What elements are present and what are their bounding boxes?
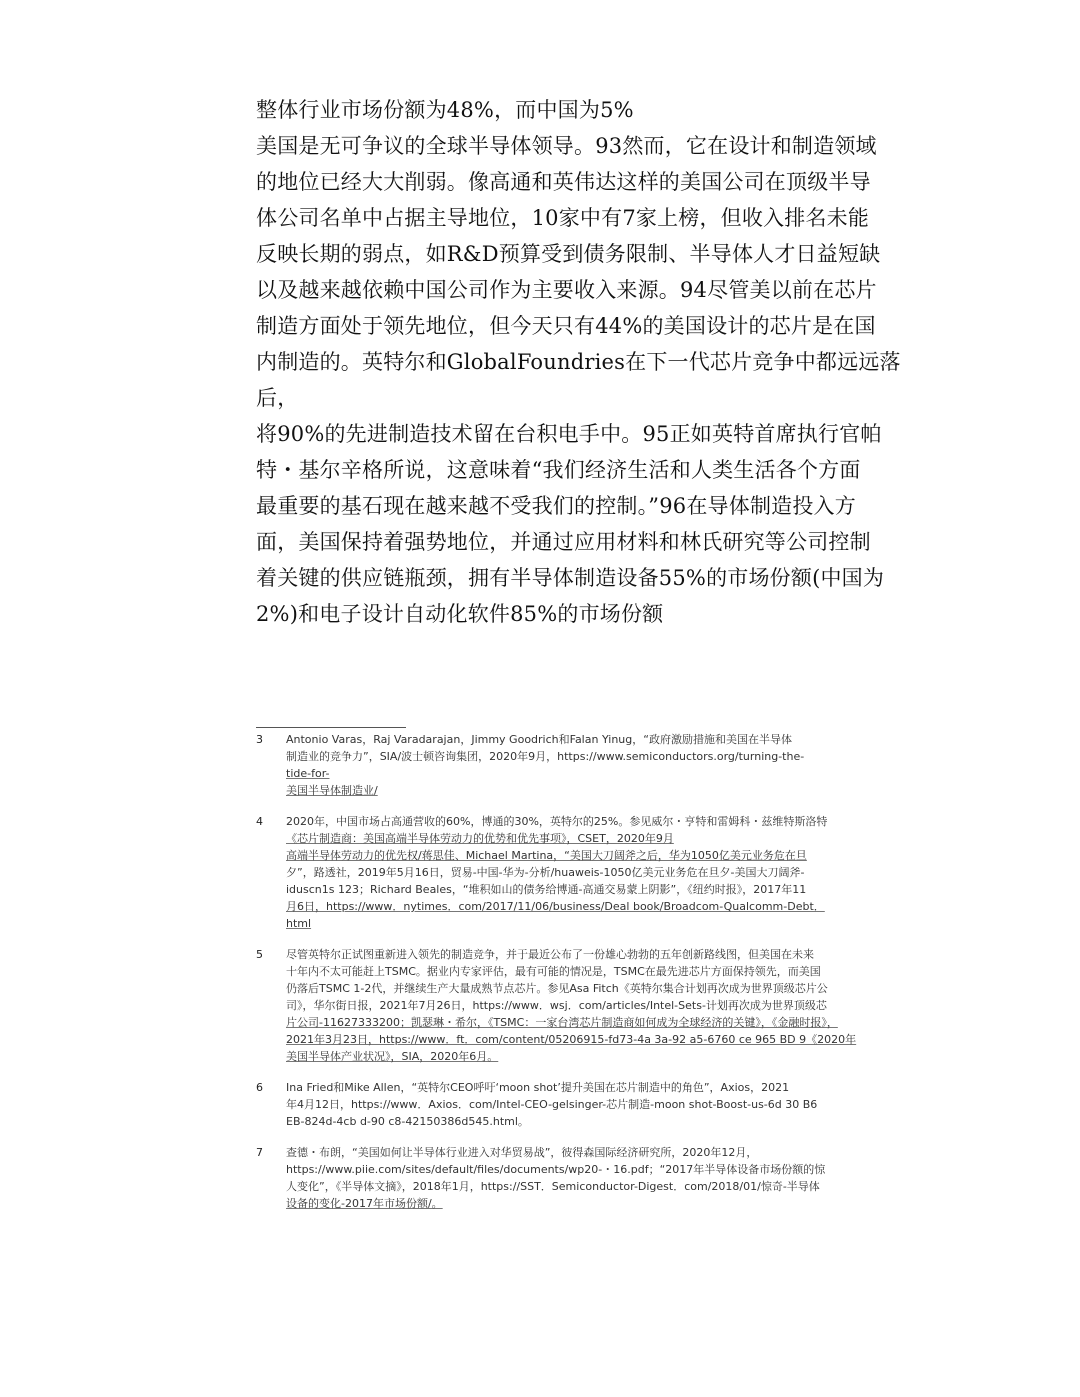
- body-line: 制造方面处于领先地位，但今天只有44%的美国设计的芯片是在国: [256, 314, 876, 338]
- footnote-line: 尽管英特尔正试图重新进入领先的制造竞争，并于最近公布了一份雄心勃勃的五年创新路线图，但美国在未来: [286, 948, 814, 961]
- footnote-line: Antonio Varas，Raj Varadarajan，Jimmy Goodrich和Falan Yinug，“政府激励措施和美国在半导体: [286, 733, 792, 746]
- footnote-number: 7: [256, 1146, 263, 1159]
- footnote-line: 人变化”，《半导体文摘》，2018年1月，https://SST．Semiconductor-Digest．com/2018/01/惊奇-半导体: [286, 1180, 820, 1193]
- footnotes: [256, 731, 896, 1226]
- footnote-link[interactable]: 2021年3月23日，https://www．ft．com/content/05206915-fd73-4a 3a-92 a5-6760 ce 965 BD 9《2020年: [286, 1033, 857, 1046]
- footnote-divider: [256, 727, 406, 728]
- footnote-line: 仍落后TSMC 1-2代，并继续生产大量成熟节点芯片。参见Asa Fitch《英特尔集合计划再次成为世界顶级芯片公: [286, 982, 828, 995]
- footnote-link[interactable]: 美国半导体制造业/: [286, 784, 378, 797]
- footnote-link[interactable]: 月6日，https://www．nytimes．com/2017/11/06/business/Deal book/Broadcom-Qualcomm-Debt．: [286, 900, 825, 913]
- body-line: 体公司名单中占据主导地位，10家中有7家上榜，但收入排名未能: [256, 206, 870, 230]
- footnote-line: https://www.piie.com/sites/default/files/documents/wp20-・16.pdf；“2017年半导体设备市场份额的惊: [286, 1163, 826, 1176]
- body-line: 特・基尔辛格所说，这意味着“我们经济生活和人类生活各个方面: [256, 458, 861, 482]
- body-line: 以及越来越依赖中国公司作为主要收入来源。94尽管美以前在芯片: [256, 278, 877, 302]
- footnote-line: 《芯片制造商：美国高端半导体劳动力的优势和优先事项》，CSET，2020年9月: [286, 832, 674, 845]
- body-line: 整体行业市场份额为48%，而中国为5%: [256, 98, 634, 122]
- footnote-line: 夕”，路透社，2019年5月16日，贸易-中国-华为-分析/huaweis-1050亿美元业务危在旦夕-美国大刀阔斧-: [286, 866, 805, 879]
- footnote-line: 制造业的竞争力”，SIA/波士顿咨询集团，2020年9月，https://www.semiconductors.org/turning-the-: [286, 750, 805, 763]
- body-line: 的地位已经大大削弱。像高通和英伟达这样的美国公司在顶级半导: [256, 170, 871, 194]
- footnote: [256, 946, 896, 1065]
- footnote-line: 高端半导体劳动力的优先权/蒋思佳、Michael Martina，“美国大刀阔斧之后，华为1050亿美元业务危在旦: [286, 849, 807, 862]
- body-line: 反映长期的弱点，如R&D预算受到债务限制、半导体人才日益短缺: [256, 242, 881, 266]
- body-line: 内制造的。英特尔和GlobalFoundries在下一代芯片竞争中都远远落: [256, 350, 901, 374]
- footnote: [256, 1144, 896, 1212]
- footnote-link[interactable]: 设备的变化-2017年市场份额/。: [286, 1197, 443, 1210]
- body-text: [256, 92, 901, 632]
- body-line: 最重要的基石现在越来越不受我们的控制。”96在导体制造投入方: [256, 494, 856, 518]
- footnote-line: 美国半导体产业状况》，SIA，2020年6月。: [286, 1050, 499, 1063]
- footnote-number: 6: [256, 1081, 263, 1094]
- body-line: 美国是无可争议的全球半导体领导。93然而，它在设计和制造领域: [256, 134, 877, 158]
- footnote-line: 查德・布朗，“美国如何让半导体行业进入对华贸易战”，彼得森国际经济研究所，2020年12月，: [286, 1146, 758, 1159]
- footnote: [256, 731, 896, 799]
- footnote-link[interactable]: html: [286, 917, 312, 930]
- footnote-link[interactable]: EB-824d-4cb d-90 c8-42150386d545.html。: [286, 1115, 529, 1128]
- footnote-line: 十年内不太可能赶上TSMC。据业内专家评估，最有可能的情况是，TSMC在最先进芯片方面保持领先，而美国: [286, 965, 821, 978]
- footnote-number: 3: [256, 733, 263, 746]
- footnote-number: 4: [256, 815, 263, 828]
- body-line: 面，美国保持着强势地位，并通过应用材料和林氏研究等公司控制: [256, 530, 871, 554]
- footnote-link[interactable]: 年4月12日，https://www．Axios．com/Intel-CEO-gelsinger-芯片制造-moon shot-Boost-us-6d 30 B6: [286, 1098, 818, 1111]
- footnote-link[interactable]: tide-for-: [286, 767, 330, 780]
- footnote-line: Ina Fried和Mike Allen，“英特尔CEO呼吁‘moon shot’提升美国在芯片制造中的角色”，Axios，2021: [286, 1081, 790, 1094]
- footnote: [256, 813, 896, 932]
- footnote: [256, 1079, 896, 1130]
- footnote-number: 5: [256, 948, 263, 961]
- footnote-line: 司》，华尔街日报，2021年7月26日，https://www．wsj．com/articles/Intel-Sets-计划再次成为世界顶级芯: [286, 999, 827, 1012]
- body-line: 着关键的供应链瓶颈，拥有半导体制造设备55%的市场份额(中国为: [256, 566, 885, 590]
- body-line: 后，: [256, 386, 299, 410]
- footnote-line: iduscn1s 123；Richard Beales，“堆积如山的债务给博通-高通交易蒙上阴影”，《纽约时报》，2017年11: [286, 883, 807, 896]
- footnote-line: 片公司-11627333200；凯瑟琳・希尔，《TSMC：一家台湾芯片制造商如何成为全球经济的关键》，《金融时报》，: [286, 1016, 838, 1029]
- footnote-line: 2020年，中国市场占高通营收的60%，博通的30%，英特尔的25%。参见威尔・亨特和雷姆科・兹维特斯洛特: [286, 815, 828, 828]
- body-line: 2%)和电子设计自动化软件85%的市场份额: [256, 602, 664, 626]
- body-line: 将90%的先进制造技术留在台积电手中。95正如英特首席执行官帕: [256, 422, 882, 446]
